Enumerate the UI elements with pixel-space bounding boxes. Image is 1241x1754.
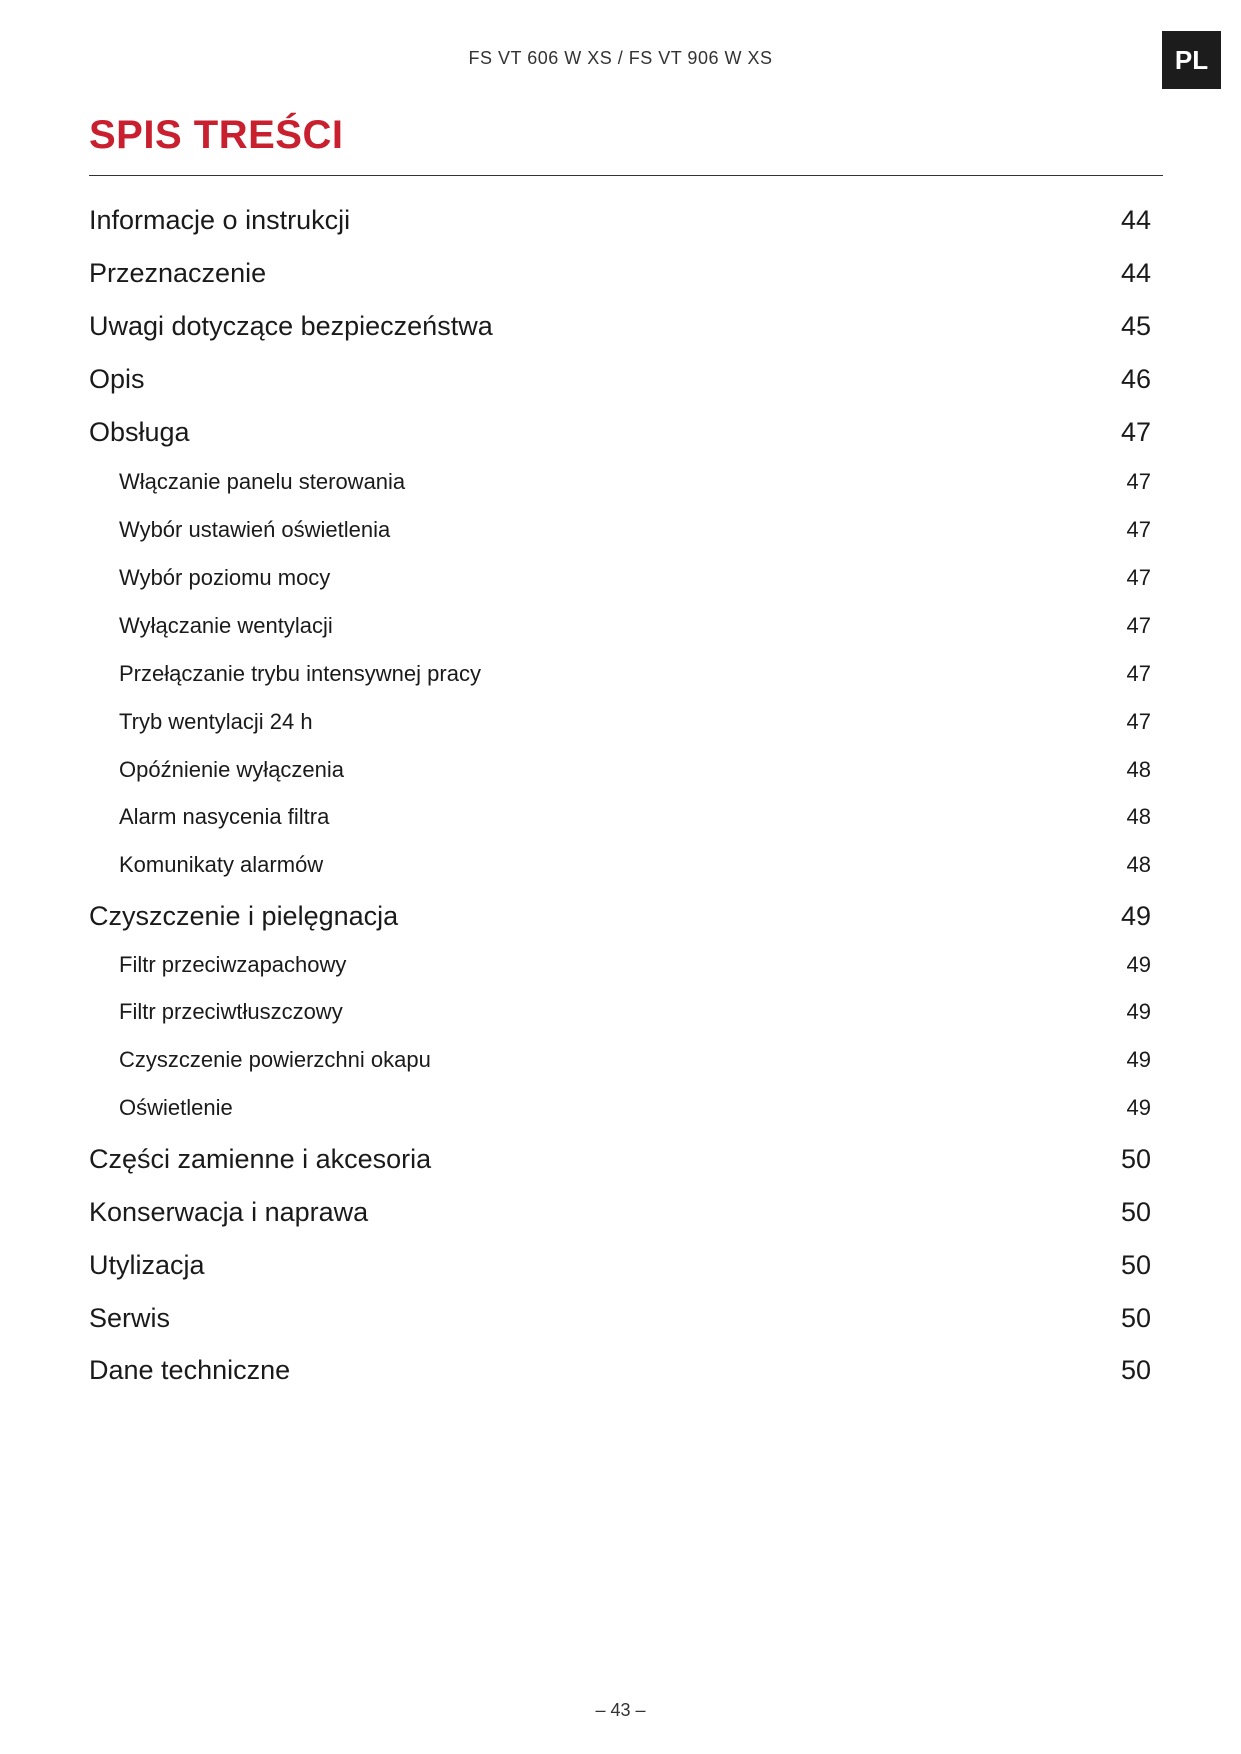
toc-subentry[interactable] <box>119 757 1151 783</box>
toc-subentry-page: 47 <box>1126 709 1151 734</box>
toc-entry-page: 50 <box>1120 1250 1151 1280</box>
toc-entry[interactable] <box>89 1144 1151 1175</box>
toc-entry-label: Dane techniczne <box>89 1355 291 1385</box>
toc-subentry-page: 49 <box>1126 1095 1151 1120</box>
toc-entry-page: 50 <box>1120 1197 1151 1227</box>
toc-entry-label: Serwis <box>89 1303 171 1333</box>
toc-entry[interactable] <box>89 417 1151 448</box>
toc-entry[interactable] <box>89 364 1151 395</box>
toc-entry-label: Przeznaczenie <box>89 258 267 288</box>
toc-entry[interactable] <box>89 205 1151 236</box>
toc-subentry-page: 49 <box>1126 952 1151 977</box>
toc-entry-page: 46 <box>1120 364 1151 394</box>
toc-entry-label: Części zamienne i akcesoria <box>89 1144 432 1174</box>
toc-subentry[interactable] <box>119 999 1151 1025</box>
toc-entry[interactable] <box>89 258 1151 289</box>
toc-entry[interactable] <box>89 901 1151 932</box>
toc-entry-label: Utylizacja <box>89 1250 205 1280</box>
toc-subentry[interactable] <box>119 517 1151 543</box>
toc-entry[interactable] <box>89 1197 1151 1228</box>
toc-subentry-label: Filtr przeciwtłuszczowy <box>119 999 343 1024</box>
toc-subentry-label: Przełączanie trybu intensywnej pracy <box>119 661 481 686</box>
toc-subentry-label: Wybór ustawień oświetlenia <box>119 517 391 542</box>
toc-entry-page: 44 <box>1120 205 1151 235</box>
toc-entry-page: 45 <box>1120 311 1151 341</box>
toc-subentry[interactable] <box>119 661 1151 687</box>
toc-entry-label: Uwagi dotyczące bezpieczeństwa <box>89 311 493 341</box>
toc-entry-page: 50 <box>1120 1303 1151 1333</box>
toc-subentry-page: 48 <box>1126 852 1151 877</box>
toc-subentry[interactable] <box>119 1047 1151 1073</box>
toc-subentry-page: 49 <box>1126 1047 1151 1072</box>
header-model: FS VT 606 W XS / FS VT 906 W XS <box>468 48 773 68</box>
toc-subentry-page: 47 <box>1126 517 1151 542</box>
language-badge: PL <box>1162 31 1221 89</box>
toc-entry[interactable] <box>89 1250 1151 1281</box>
toc-subentry-page: 49 <box>1126 999 1151 1024</box>
toc-subentry-label: Opóźnienie wyłączenia <box>119 757 345 782</box>
page-title: SPIS TREŚCI <box>89 113 344 157</box>
toc-entry-label: Informacje o instrukcji <box>89 205 351 235</box>
toc-subentry[interactable] <box>119 613 1151 639</box>
toc-subentry-page: 48 <box>1126 757 1151 782</box>
toc-subentry-label: Włączanie panelu sterowania <box>119 469 406 494</box>
toc-subentry-label: Wyłączanie wentylacji <box>119 613 333 638</box>
toc-subentry[interactable] <box>119 709 1151 735</box>
toc-subentry[interactable] <box>119 952 1151 978</box>
toc-subentry[interactable] <box>119 1095 1151 1121</box>
toc-entry-label: Czyszczenie i pielęgnacja <box>89 901 399 931</box>
toc-entry-page: 49 <box>1120 901 1151 931</box>
toc-subentry-label: Komunikaty alarmów <box>119 852 324 877</box>
toc-subentry-label: Oświetlenie <box>119 1095 233 1120</box>
toc-subentry-page: 47 <box>1126 613 1151 638</box>
toc-subentry[interactable] <box>119 469 1151 495</box>
toc-subentry-page: 48 <box>1126 804 1151 829</box>
toc-subentry-page: 47 <box>1126 469 1151 494</box>
toc-entry-label: Opis <box>89 364 145 394</box>
toc-entry-page: 47 <box>1120 417 1151 447</box>
toc-subentry-label: Czyszczenie powierzchni okapu <box>119 1047 431 1072</box>
title-divider <box>89 175 1163 176</box>
toc-entry[interactable] <box>89 1355 1151 1386</box>
toc-entry-page: 44 <box>1120 258 1151 288</box>
toc-subentry[interactable] <box>119 804 1151 830</box>
toc-entry-page: 50 <box>1120 1355 1151 1385</box>
page-number: – 43 – <box>595 1700 646 1720</box>
toc-entry-label: Konserwacja i naprawa <box>89 1197 369 1227</box>
toc-subentry-label: Wybór poziomu mocy <box>119 565 331 590</box>
toc-subentry-page: 47 <box>1126 565 1151 590</box>
toc-subentry-label: Filtr przeciwzapachowy <box>119 952 347 977</box>
toc-subentry-page: 47 <box>1126 661 1151 686</box>
toc-entry-page: 50 <box>1120 1144 1151 1174</box>
toc-subentry[interactable] <box>119 852 1151 878</box>
toc-entry[interactable] <box>89 311 1151 342</box>
toc-subentry[interactable] <box>119 565 1151 591</box>
toc-subentry-label: Tryb wentylacji 24 h <box>119 709 313 734</box>
toc-entry-label: Obsługa <box>89 417 190 447</box>
toc-subentry-label: Alarm nasycenia filtra <box>119 804 330 829</box>
toc-entry[interactable] <box>89 1303 1151 1334</box>
